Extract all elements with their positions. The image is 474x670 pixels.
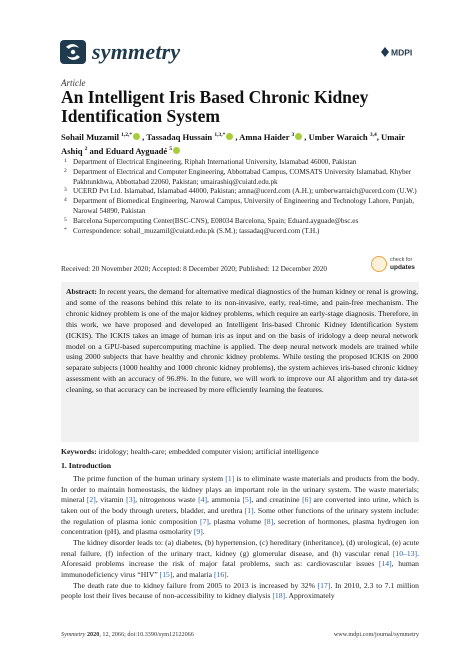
paragraph-text: , vitamin: [95, 495, 127, 505]
author[interactable]: [146, 132, 239, 142]
citation-link[interactable]: [10–13]: [392, 548, 418, 558]
article-title: An Intelligent Iris Based Chronic Kidney Identification System: [61, 87, 369, 126]
author-name: Sohail Muzamil: [61, 131, 120, 142]
author-separator: ,: [304, 131, 309, 142]
updates-badge-line1: check for: [390, 257, 413, 263]
keywords: [61, 447, 419, 458]
orcid-icon[interactable]: [133, 133, 140, 140]
affiliation-item: [61, 197, 431, 217]
abstract-text: In recent years, the demand for alternative medical diagnostics of the human kidney or renal is growing, and some of the reasons behind this relate to its non-invasive, early, real-time, and pain-free mechanism. The chronic kidney problem is one of the major kidney problems, which require an early-stage diagnosis. Therefore, in this work, we have proposed and developed an Intelligent Iris-based Chronic Kidney Identification System (ICKIS). The ICKIS takes an image of human iris as input and on the basis of iridology a deep neural network model on a GPU-based supercomputing machine is applied. The deep neural network models are trained while using 2000 subjects that have healthy and chronic kidney problems. While testing the proposed ICKIS on 2000 separate subjects (1000 healthy and 1000 chronic kidney problems), the system achieves iris-based chronic kidney assessment with an accuracy of 96.8%. In the future, we will work to improve our AI algorithm and try data-set cleaning, so that accuracy can be increased by more efficiently learning the features.: [66, 287, 418, 395]
citation-link[interactable]: [15]: [159, 569, 173, 579]
paragraph-text: . Approximately: [285, 591, 335, 601]
citation-link[interactable]: [17]: [317, 580, 331, 590]
author-name: Eduard Ayguadé: [105, 145, 168, 156]
mdpi-logo-icon: [380, 45, 414, 59]
paragraph-text: The prime function of the human urinary system: [73, 474, 226, 483]
affiliation-text: Department of Electrical and Computer Engineering, Abbottabad Campus, COMSATS University Islamabad, Khyber Pakhtunkhwa, Abbottabad 22060, Pakistan; umairashiq@cuiatd.edu.pk: [73, 167, 412, 186]
publication-dates: Received: 20 November 2020; Accepted: 8 December 2020; Published: 12 December 2020: [61, 264, 328, 273]
author-name: Tassadaq Hussain: [146, 131, 213, 142]
citation-link[interactable]: [1]: [244, 505, 254, 515]
affiliation-text: Department of Electrical Engineering, Riphah International University, Islamabad 46000, Pakistan: [73, 158, 357, 166]
journal-url[interactable]: www.mdpi.com/journal/symmetry: [333, 631, 419, 638]
author-list: [61, 129, 421, 157]
paragraph-text: . Some other functions of the urinary system include: the regulation of plasma ionic composition: [61, 505, 419, 526]
citation-link[interactable]: [14]: [378, 559, 392, 569]
orcid-icon[interactable]: [173, 147, 180, 154]
affiliation-number: 4: [64, 197, 67, 204]
paragraph-text: , and creatinine: [251, 495, 303, 505]
author-name: Amna Haider: [239, 131, 290, 142]
affiliation-text: Barcelona Supercomputing Center(BSC-CNS), E08034 Barcelona, Spain; Eduard.ayguade@bsc.es: [73, 216, 359, 225]
author[interactable]: [106, 146, 183, 156]
author-name: Umber Waraich: [308, 131, 368, 142]
body-text: [61, 474, 419, 602]
citation-link[interactable]: [5]: [242, 495, 252, 505]
article-type: Article: [61, 78, 86, 88]
symmetry-logo-icon: [60, 40, 86, 64]
author-affiliation-marker: 3,4: [369, 132, 377, 138]
update-check-icon: [371, 256, 387, 272]
section-heading: 1. Introduction: [61, 461, 112, 470]
affiliation-number: *: [64, 226, 67, 233]
affiliation-item: [61, 217, 431, 227]
abstract: [66, 287, 418, 396]
paragraph-text: , and malaria: [172, 569, 214, 579]
citation-link[interactable]: [4]: [198, 495, 208, 505]
keywords-label: Keywords:: [61, 447, 97, 456]
paragraph-text: , ammonia: [207, 495, 243, 505]
affiliation-number: 3: [64, 187, 67, 194]
paragraph-text: . Aforesaid problems increase the risk of major fatal problems, such as: cardiovascular issues: [61, 548, 419, 569]
abstract-label: Abstract:: [66, 287, 97, 296]
body-paragraph: [61, 474, 419, 538]
author-separator: ,: [142, 131, 147, 142]
citation-link[interactable]: [2]: [86, 495, 96, 505]
paragraph-text: are converted into urine, which is taken out of the body through ureters, bladder, and urethra: [61, 495, 419, 515]
citation-link[interactable]: [3]: [126, 495, 136, 505]
footer-year: 2020: [86, 631, 100, 638]
body-paragraph: [61, 538, 419, 581]
author-separator: ,: [376, 131, 382, 142]
affiliation-list: [61, 158, 431, 236]
author[interactable]: [61, 132, 146, 142]
author-affiliation-marker: 1,3,*: [214, 132, 226, 138]
citation-link[interactable]: [16]: [214, 569, 227, 579]
orcid-icon[interactable]: [295, 133, 302, 140]
author-name: Umair Ashiq: [61, 131, 405, 156]
check-for-updates-badge[interactable]: [371, 254, 417, 276]
paragraph-text: . In 2010, 2.3 to 7.1 million people lost their lives because of non-accessibility to kidney dialysis: [61, 580, 419, 601]
affiliation-item: [61, 187, 431, 197]
affiliation-text: Correspondence: sohail_muzamil@cuiatd.edu.pk (S.M.); tassadaq@ucerd.com (T.H.): [73, 226, 320, 235]
paragraph-text: , human immunodeficiency virus “HIV”: [61, 559, 419, 579]
paragraph-text: , plasma volume: [208, 516, 265, 526]
author-affiliation-marker: 1,2,*: [121, 132, 133, 138]
author-affiliation-marker: 3: [291, 132, 295, 138]
affiliation-number: 1: [64, 158, 67, 164]
orcid-icon[interactable]: [226, 133, 233, 140]
citation-footer: [61, 631, 194, 638]
citation-link[interactable]: [7]: [200, 516, 209, 526]
footer-journal: Symmetry: [61, 631, 86, 638]
affiliation-number: 5: [64, 216, 67, 223]
paragraph-text: , nitrogenous waste: [135, 495, 199, 505]
affiliation-item: [61, 227, 431, 237]
body-paragraph: [61, 581, 419, 602]
citation-link[interactable]: [18]: [272, 591, 286, 601]
author-separator: ,: [235, 131, 240, 142]
author[interactable]: [239, 132, 308, 142]
author-affiliation-marker: 2: [84, 145, 88, 152]
author[interactable]: [309, 132, 381, 142]
paragraph-text: .: [202, 527, 205, 537]
publisher-name: MDPI: [391, 47, 413, 58]
keywords-text: iridology; health-care; embedded computer vision; artificial intelligence: [98, 447, 319, 456]
journal-name: symmetry: [92, 39, 181, 64]
paragraph-text: .: [226, 569, 229, 579]
affiliation-number: 2: [64, 167, 67, 174]
paragraph-text: , secretion of hormones, plasma hydrogen ion concentration (pH), and plasma osmolarity: [61, 516, 420, 537]
affiliation-text: Department of Biomedical Engineering, Narowal Campus, University of Engineering and Technology Lahore, Punjab, Narowal 54890, Pakistan: [73, 197, 415, 215]
author-separator: and: [87, 145, 106, 156]
citation-link[interactable]: [8]: [264, 516, 274, 526]
affiliation-item: [61, 168, 431, 188]
affiliation-item: [61, 158, 431, 168]
updates-badge-line2: updates: [390, 264, 415, 271]
footer-citation: , 12, 2066; doi:10.3390/sym12122066: [99, 631, 194, 638]
citation-link[interactable]: [9]: [193, 527, 203, 537]
citation-link[interactable]: [6]: [302, 495, 312, 505]
journal-masthead: [60, 38, 420, 66]
paragraph-text: is to eliminate waste materials and products from the body. In order to maintain homeostasis, the kidney plays an important role in the urinary system. The waste materials; mineral: [61, 474, 419, 505]
paragraph-text: The death rate due to kidney failure from 2005 to 2013 is increased by 32%: [73, 580, 318, 590]
citation-link[interactable]: [1]: [225, 474, 235, 483]
affiliation-text: UCERD Pvt Ltd. Islamabad, Islamabad 44000, Pakistan; amna@ucerd.com (A.H.); umberwarraich@ucerd.com (U.W.): [73, 187, 417, 196]
paragraph-text: The kidney disorder leads to: (a) diabetes, (b) hypertension, (c) hereditary (inheritance), (d) urological, (e) acute renal failure, (f) infection of the urinary tract, kidney (g) glomerular disease, and (h) vascular renal: [61, 537, 419, 558]
author-affiliation-marker: 5: [169, 145, 173, 152]
